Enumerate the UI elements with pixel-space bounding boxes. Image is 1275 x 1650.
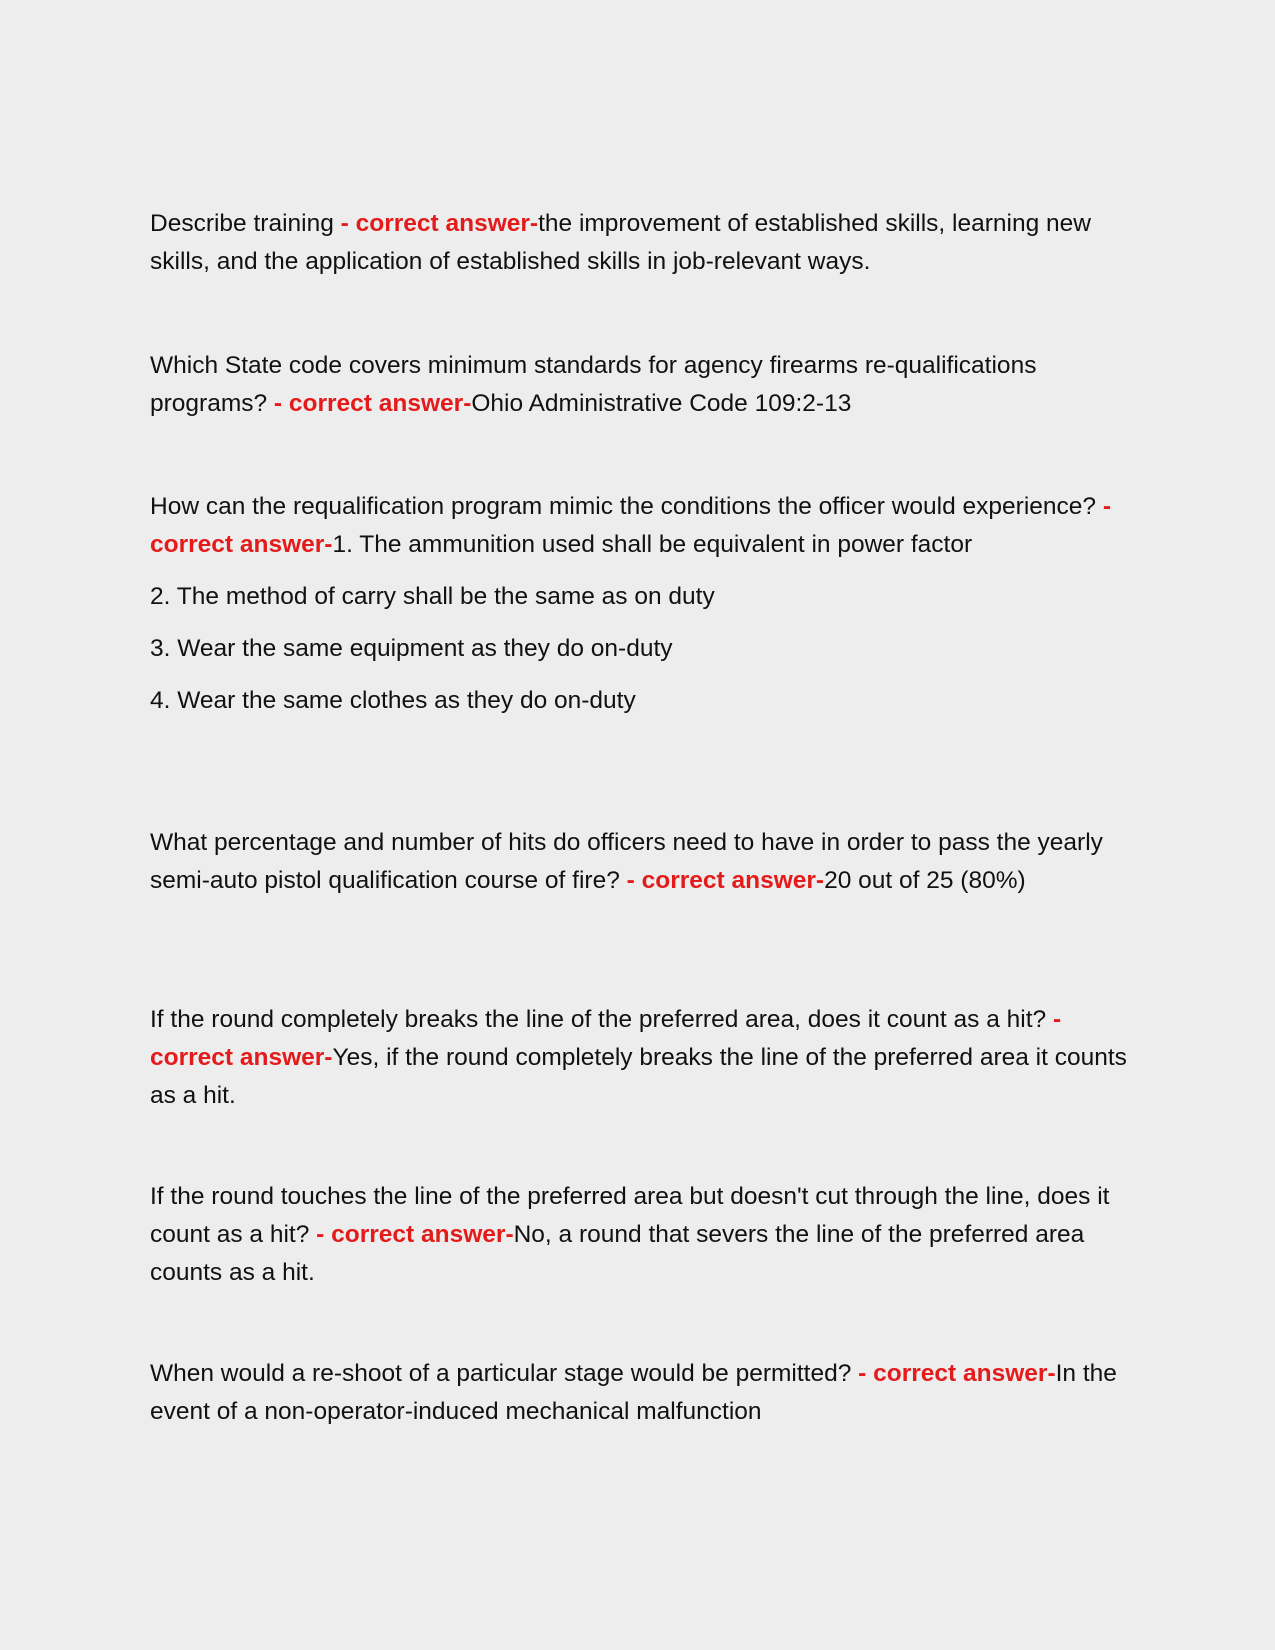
qa-item [150,824,1140,900]
question-text: Describe training [150,210,341,237]
correct-answer-marker: - correct answer- [150,493,1111,558]
question-text: If the round touches the line of the preferred area but doesn't cut through the line, does it count as a hit? [150,1183,1110,1248]
question-text: If the round completely breaks the line of the preferred area, does it count as a hit? [150,1006,1053,1033]
answer-text: 20 out of 25 (80%) [824,867,1026,894]
correct-answer-marker: - correct answer- [150,1006,1062,1071]
answer-text: Ohio Administrative Code 109:2-13 [471,390,852,417]
question-text: When would a re-shoot of a particular stage would be permitted? [150,1360,859,1387]
correct-answer-marker: - correct answer- [626,867,825,894]
answer-list-item: 4. Wear the same clothes as they do on-duty [150,687,636,714]
correct-answer-marker: - correct answer- [858,1360,1056,1387]
correct-answer-marker: - correct answer- [273,390,472,417]
correct-answer-marker: - correct answer- [340,210,539,237]
qa-item [150,488,1140,720]
correct-answer-marker: - correct answer- [316,1221,514,1248]
question-text: What percentage and number of hits do officers need to have in order to pass the yearly semi-auto pistol qualification course of fire? [150,829,1103,894]
qa-item [150,1001,1140,1115]
answer-text: 1. The ammunition used shall be equivalent in power factor [332,531,973,558]
answer-text: No, a round that severs the line of the preferred area counts as a hit. [150,1221,1085,1286]
answer-text: In the event of a non-operator-induced mechanical malfunction [150,1360,1117,1425]
qa-item [150,205,1140,281]
answer-list-item: 2. The method of carry shall be the same as on duty [150,583,715,610]
question-text: Which State code covers minimum standards for agency firearms re-qualifications programs? [150,352,1037,417]
answer-list-item: 3. Wear the same equipment as they do on-duty [150,635,673,662]
answer-text: the improvement of established skills, learning new skills, and the application of established skills in job-relevant ways. [150,210,1091,275]
answer-text: Yes, if the round completely breaks the line of the preferred area it counts as a hit. [150,1044,1127,1109]
qa-item [150,1178,1140,1292]
qa-item [150,1355,1140,1431]
qa-item [150,347,1140,423]
question-text: How can the requalification program mimic the conditions the officer would experience? [150,493,1103,520]
